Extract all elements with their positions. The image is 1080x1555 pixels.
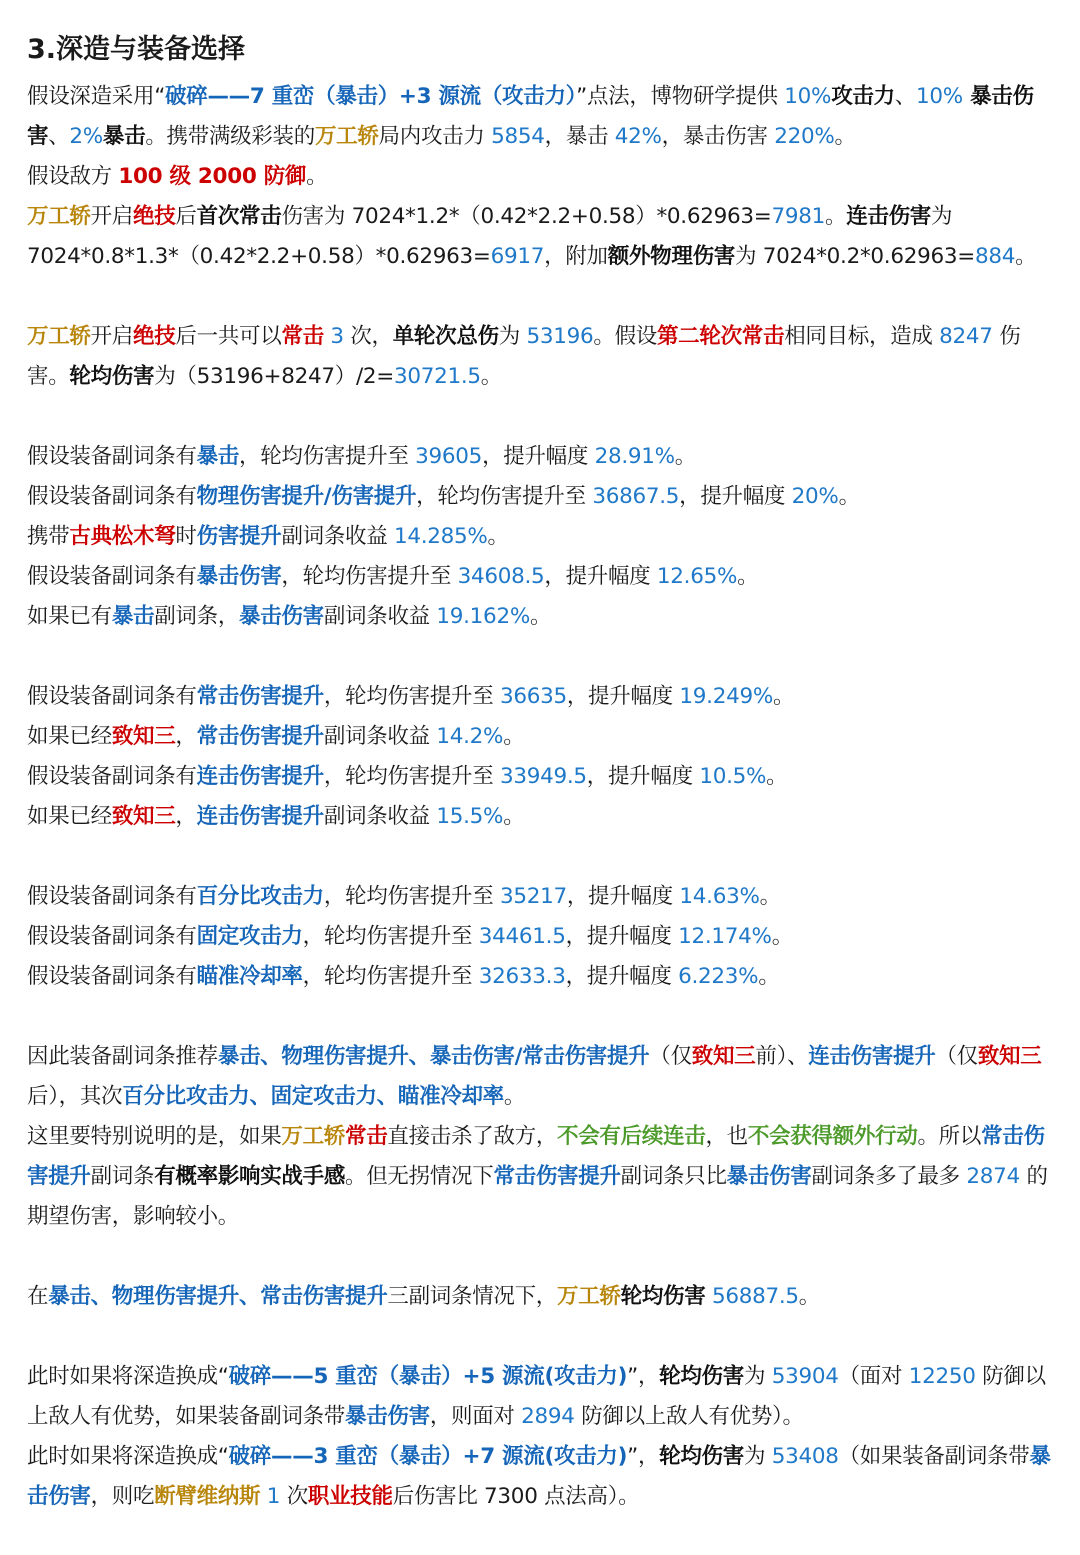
paragraph [27, 917, 1054, 957]
text-run: 假设装备副词条有 [27, 564, 197, 590]
highlight-run: 破碎——5 重峦（暴击）+5 源流(攻击力) [228, 1364, 628, 1390]
text-run: ，轮均伤害提升至 [281, 564, 458, 590]
text-run: 的期望伤害，影响较小。 [27, 1164, 1048, 1230]
paragraph [27, 597, 1054, 637]
highlight-run: 万工轿 [281, 1124, 346, 1150]
text-run: 。所以 [917, 1124, 982, 1150]
paragraph [27, 317, 1054, 397]
paragraph [27, 477, 1054, 517]
text-run: 。 [771, 924, 793, 950]
highlight-run: 10% [784, 84, 832, 110]
text-run: 。 [798, 1284, 820, 1310]
highlight-run: 万工轿 [27, 324, 91, 350]
text-run: 这里要特别说明的是，如果 [27, 1124, 282, 1150]
text-run: 。 [487, 524, 509, 550]
text-run: 。 [759, 884, 781, 910]
highlight-run: 万工轿 [557, 1284, 621, 1310]
blank-line [27, 1237, 1054, 1277]
text-run: 直接击杀了敌方， [387, 1124, 558, 1150]
text-run: 假设装备副词条有 [27, 764, 197, 790]
highlight-run: 常击伤害提升 [196, 684, 324, 710]
highlight-run: 暴击伤害 [345, 1404, 430, 1430]
highlight-run: 暴击伤害 [726, 1164, 812, 1190]
paragraph [27, 1037, 1054, 1117]
highlight-run: 36867.5 [592, 484, 680, 510]
highlight-run: 万工轿 [314, 124, 379, 150]
text-run: 。 [838, 484, 860, 510]
highlight-run: 53408 [771, 1444, 839, 1470]
highlight-run: 常击伤害提升 [27, 1124, 1045, 1190]
highlight-run: 常击 [345, 1124, 388, 1150]
highlight-run: 100 级 2000 防御 [118, 164, 307, 190]
text-run: 携带 [27, 524, 70, 550]
text-run: 为 [743, 1364, 772, 1390]
text-run: 三副词条情况下， [387, 1284, 558, 1310]
text-run: 开启 [90, 204, 134, 230]
highlight-run: 轮均伤害 [620, 1284, 706, 1310]
text-run: 此时如果将深造换成“ [27, 1364, 229, 1390]
text-run: 假设敌方 [27, 164, 119, 190]
paragraph [27, 77, 1054, 157]
highlight-run: 伤害提升 [196, 524, 282, 550]
highlight-run: 1 [266, 1484, 281, 1510]
text-run: 后一共可以 [175, 324, 282, 350]
highlight-run: 轮均伤害 [659, 1364, 744, 1390]
text-run: 因此装备副词条推荐 [27, 1044, 218, 1070]
paragraph [27, 1277, 1054, 1317]
highlight-run: 34461.5 [478, 924, 566, 950]
text-run: 。 [824, 204, 847, 230]
text-run: 副词条多了最多 [811, 1164, 967, 1190]
highlight-run: 连击伤害 [846, 204, 931, 230]
highlight-run: 常击伤害提升 [493, 1164, 621, 1190]
text-run: 前）、 [755, 1044, 809, 1070]
text-run: 为 [498, 324, 527, 350]
paragraph [27, 517, 1054, 557]
section-title: 3.深造与装备选择 [27, 34, 246, 65]
text-run: 。 [529, 604, 552, 630]
highlight-run: 暴击 [102, 124, 146, 150]
text-run: ，轮均伤害提升至 [302, 924, 479, 950]
highlight-run: 额外物理伤害 [607, 244, 735, 270]
highlight-run: 瞄准冷却率 [196, 964, 303, 990]
text-run: 防御以上敌人有优势）。 [574, 1404, 804, 1430]
paragraph [27, 1357, 1054, 1437]
text-run: 。 [480, 364, 502, 390]
highlight-run: 6917 [490, 244, 545, 270]
text-run: ，提升幅度 [544, 564, 657, 590]
text-run: （面对 [838, 1364, 909, 1390]
highlight-run: 不会获得额外行动 [747, 1124, 918, 1150]
highlight-run: 42% [614, 124, 662, 150]
text-run: ，附加 [544, 244, 608, 270]
text-run: 。但无拐情况下 [345, 1164, 494, 1190]
highlight-run: 暴击、物理伤害提升、常击伤害提升 [48, 1284, 388, 1310]
text-run: （如果装备副词条带 [838, 1444, 1030, 1470]
highlight-run: 39605 [415, 444, 483, 470]
text-run: ，轮均伤害提升至 [323, 764, 500, 790]
text-run: 次， [343, 324, 393, 350]
blank-line [27, 637, 1054, 677]
highlight-run: 致知三 [111, 724, 176, 750]
text-run: 时 [175, 524, 197, 550]
text-run: ，提升幅度 [679, 484, 792, 510]
text-run: ，轮均伤害提升至 [239, 444, 416, 470]
highlight-run: 致知三 [691, 1044, 756, 1070]
highlight-run: 53904 [771, 1364, 839, 1390]
document-content [27, 77, 1054, 1517]
highlight-run: 3 [330, 324, 344, 350]
text-run: 。 [766, 764, 788, 790]
paragraph [27, 757, 1054, 797]
paragraph [27, 197, 1054, 277]
text-run: 假设装备副词条有 [27, 884, 197, 910]
text-run: 。 [772, 684, 795, 710]
text-run: 。 [834, 124, 856, 150]
blank-line [27, 1317, 1054, 1357]
text-run: ，提升幅度 [482, 444, 595, 470]
highlight-run: 2% [69, 124, 103, 150]
text-run: 。 [1015, 244, 1037, 270]
highlight-run: 物理伤害提升/伤害提升 [196, 484, 417, 510]
highlight-run: 致知三 [977, 1044, 1042, 1070]
highlight-run: 8247 [939, 324, 993, 350]
paragraph [27, 677, 1054, 717]
paragraph [27, 437, 1054, 477]
text-run: ，也 [705, 1124, 748, 1150]
highlight-run: 暴击伤害 [27, 1444, 1051, 1510]
text-run: 为 7024*0.2*0.62963= [734, 244, 975, 270]
highlight-run: 绝技 [133, 324, 176, 350]
text-run: ，提升幅度 [565, 964, 679, 990]
highlight-run: 6.223% [678, 964, 759, 990]
highlight-run: 暴击伤害 [239, 604, 324, 630]
text-run: ，则面对 [429, 1404, 522, 1430]
text-run: 假设装备副词条有 [27, 484, 197, 510]
highlight-run: 32633.3 [478, 964, 566, 990]
text-run: 假设深造采用“ [27, 84, 166, 110]
highlight-run: 暴击伤害 [27, 84, 1034, 150]
highlight-run: 220% [774, 124, 835, 150]
text-run: 开启 [90, 324, 134, 350]
highlight-run: 7981 [771, 204, 825, 230]
blank-line [27, 997, 1054, 1037]
text-run: 局内攻击力 [378, 124, 492, 150]
text-run: 、 [894, 84, 916, 110]
text-run: ，提升幅度 [566, 684, 680, 710]
text-run: 相同目标，造成 [784, 324, 940, 350]
highlight-run: 攻击力 [831, 84, 895, 110]
paragraph [27, 157, 1054, 197]
text-run: ”点法，博物研学提供 [576, 84, 785, 110]
text-run: ”， [627, 1444, 660, 1470]
text-run: ，暴击伤害 [661, 124, 775, 150]
text-run: 在 [27, 1284, 49, 1310]
paragraph [27, 1437, 1054, 1517]
text-run: 此时如果将深造换成“ [27, 1444, 229, 1470]
text-run: 为（53196+8247）/2= [154, 364, 394, 390]
highlight-run: 34608.5 [457, 564, 545, 590]
highlight-run: 首次常击 [196, 204, 282, 230]
highlight-run: 20% [791, 484, 839, 510]
blank-line [27, 397, 1054, 437]
text-run: 。 [758, 964, 780, 990]
highlight-run: 连击伤害提升 [808, 1044, 936, 1070]
text-run: ，轮均伤害提升至 [323, 684, 500, 710]
text-run: 。 [737, 564, 759, 590]
highlight-run: 2874 [966, 1164, 1020, 1190]
text-run: 。携带满级彩装的 [145, 124, 315, 150]
highlight-run: 56887.5 [711, 1284, 799, 1310]
highlight-run: 古典松木弩 [69, 524, 176, 550]
highlight-run: 14.2% [436, 724, 504, 750]
text-run: 伤害为 7024*1.2*（0.42*2.2+0.58）*0.62963= [281, 204, 772, 230]
highlight-run: 连击伤害提升 [196, 764, 324, 790]
text-run: 假设装备副词条有 [27, 964, 197, 990]
highlight-run: 12.174% [678, 924, 772, 950]
highlight-run: 12250 [908, 1364, 976, 1390]
highlight-run: 破碎——3 重峦（暴击）+7 源流(攻击力) [228, 1444, 628, 1470]
highlight-run: 2894 [521, 1404, 575, 1430]
highlight-run: 30721.5 [393, 364, 481, 390]
text-run: 防御以上敌人有优势，如果装备副词条带 [27, 1364, 1046, 1430]
text-run: 为 [743, 1444, 772, 1470]
text-run: 副词条只比 [620, 1164, 727, 1190]
text-run: 副词条收益 [323, 804, 437, 830]
paragraph [27, 877, 1054, 917]
text-run: 后），其次 [27, 1084, 123, 1110]
paragraph [27, 957, 1054, 997]
highlight-run: 单轮次总伤 [392, 324, 499, 350]
highlight-run: 断臂维纳斯 [154, 1484, 261, 1510]
paragraph [27, 557, 1054, 597]
highlight-run: 10% [916, 84, 963, 110]
highlight-run: 884 [974, 244, 1016, 270]
highlight-run: 33949.5 [499, 764, 587, 790]
text-run: 为 7024*0.8*1.3*（0.42*2.2+0.58）*0.62963= [27, 204, 953, 270]
text-run: 如果已经 [27, 804, 112, 830]
text-run: 。 [503, 724, 525, 750]
text-run: 后 [175, 204, 197, 230]
highlight-run: 36635 [499, 684, 567, 710]
highlight-run: 暴击、物理伤害提升、暴击伤害/常击伤害提升 [217, 1044, 650, 1070]
text-run: ”， [627, 1364, 660, 1390]
highlight-run: 5854 [491, 124, 545, 150]
highlight-run: 10.5% [699, 764, 767, 790]
text-run: 。 [503, 1084, 526, 1110]
highlight-run: 暴击伤害 [196, 564, 282, 590]
text-run: ，提升幅度 [586, 764, 700, 790]
text-run: 副词条 [90, 1164, 155, 1190]
text-run: （仅 [935, 1044, 978, 1070]
text-run: 后伤害比 7300 点法高）。 [392, 1484, 640, 1510]
text-run: ，轮均伤害提升至 [323, 884, 500, 910]
highlight-run: 百分比攻击力 [196, 884, 324, 910]
text-run: 假设装备副词条有 [27, 684, 197, 710]
blank-line [27, 837, 1054, 877]
highlight-run: 破碎——7 重峦（暴击）+3 源流（攻击力） [165, 84, 577, 110]
highlight-run: 第二轮次常击 [656, 324, 785, 350]
text-run: 如果已经 [27, 724, 112, 750]
highlight-run: 常击伤害提升 [196, 724, 324, 750]
highlight-run: 绝技 [133, 204, 176, 230]
highlight-run: 19.162% [436, 604, 530, 630]
text-run: ，轮均伤害提升至 [302, 964, 479, 990]
text-run: 假设装备副词条有 [27, 444, 197, 470]
highlight-run: 职业技能 [307, 1484, 393, 1510]
highlight-run: 常击 [281, 324, 324, 350]
highlight-run: 轮均伤害 [659, 1444, 744, 1470]
highlight-run: 百分比攻击力、固定攻击力、瞄准冷却率 [122, 1084, 504, 1110]
highlight-run: 12.65% [656, 564, 738, 590]
text-run: 。 [674, 444, 696, 470]
highlight-run: 暴击 [196, 444, 240, 470]
blank-line [27, 277, 1054, 317]
highlight-run: 连击伤害提升 [196, 804, 324, 830]
paragraph [27, 1117, 1054, 1237]
text-run: ，则吃 [90, 1484, 155, 1510]
text-run: 。 [306, 164, 328, 190]
highlight-run: 不会有后续连击 [557, 1124, 706, 1150]
text-run: 。 [503, 804, 525, 830]
text-run: 伤害。 [27, 324, 1021, 390]
text-run: 假设装备副词条有 [27, 924, 197, 950]
text-run: 副词条收益 [323, 604, 437, 630]
highlight-run: 万工轿 [27, 204, 91, 230]
highlight-run: 28.91% [594, 444, 675, 470]
text-run: ，提升幅度 [566, 884, 680, 910]
highlight-run: 14.285% [393, 524, 488, 550]
paragraph [27, 717, 1054, 757]
text-run: ，提升幅度 [565, 924, 679, 950]
highlight-run: 暴击 [111, 604, 155, 630]
text-run: 、 [48, 124, 70, 150]
highlight-run: 14.63% [679, 884, 760, 910]
highlight-run: 35217 [499, 884, 567, 910]
text-run: 副词条， [154, 604, 240, 630]
highlight-run: 固定攻击力 [196, 924, 303, 950]
text-run: ，轮均伤害提升至 [416, 484, 593, 510]
text-run: 副词条收益 [323, 724, 437, 750]
highlight-run: 轮均伤害 [69, 364, 155, 390]
text-run: （仅 [649, 1044, 692, 1070]
text-run: ， [175, 804, 197, 830]
text-run: 副词条收益 [281, 524, 394, 550]
paragraph [27, 797, 1054, 837]
text-run: 。假设 [593, 324, 657, 350]
highlight-run: 15.5% [436, 804, 504, 830]
text-run: 如果已有 [27, 604, 112, 630]
highlight-run: 有概率影响实战手感 [154, 1164, 346, 1190]
highlight-run: 53196 [526, 324, 594, 350]
text-run: 次 [280, 1484, 308, 1510]
highlight-run: 致知三 [111, 804, 176, 830]
text-run: ，暴击 [544, 124, 615, 150]
highlight-run: 19.249% [679, 684, 773, 710]
text-run: ， [175, 724, 197, 750]
